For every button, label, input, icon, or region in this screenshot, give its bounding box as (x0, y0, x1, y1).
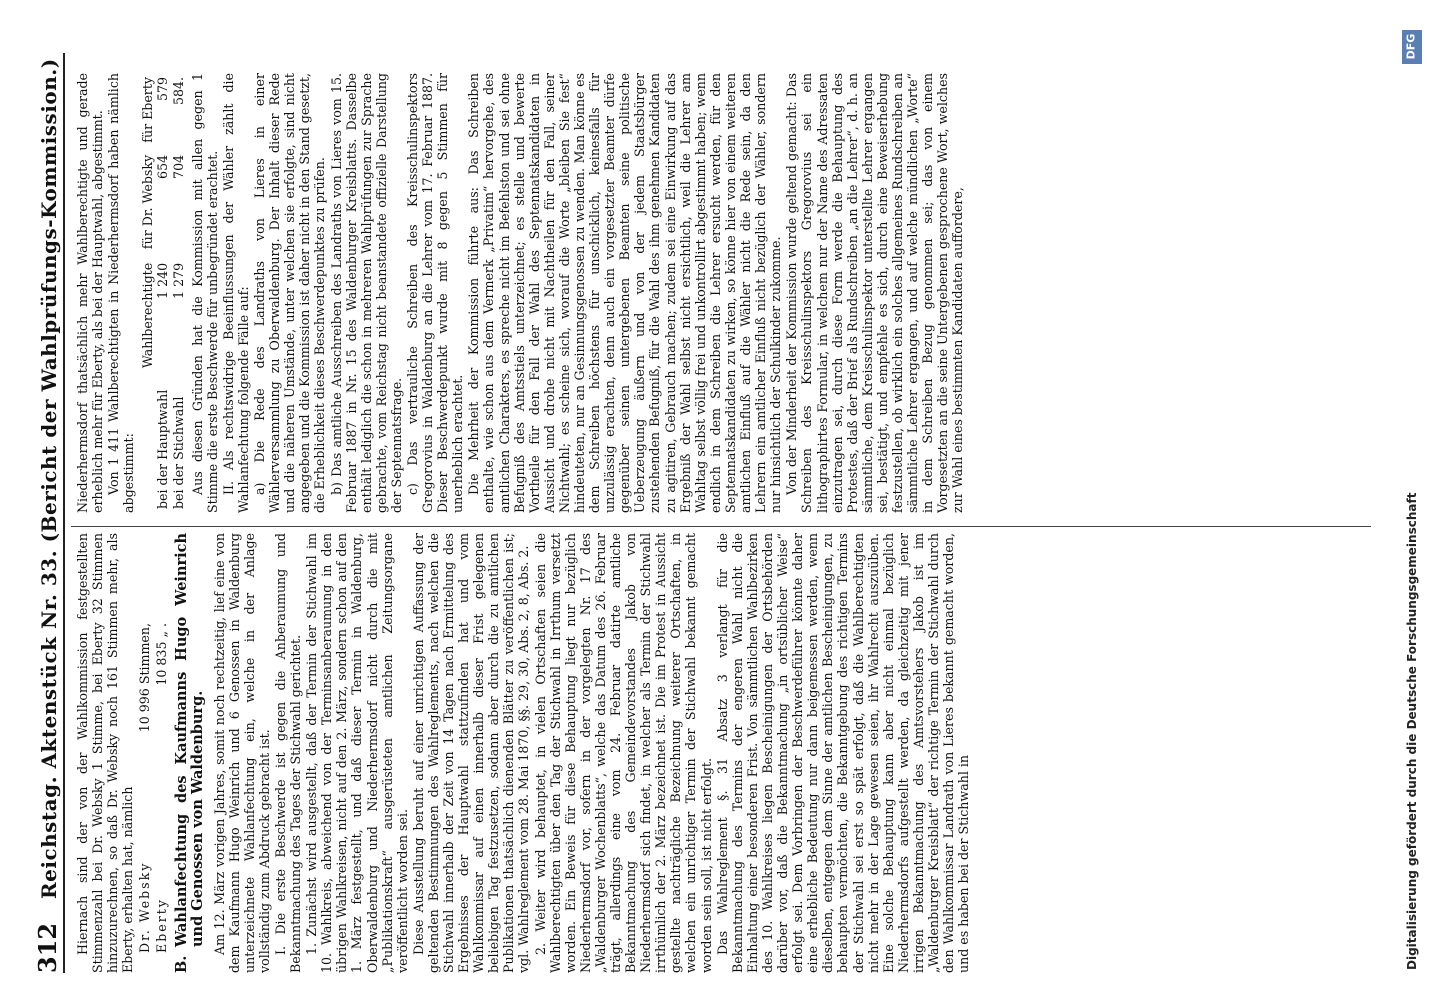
dfg-logo-text: DFG (1404, 33, 1418, 60)
table-header-row (140, 73, 155, 513)
candidate-name: Eberty (154, 898, 170, 953)
paragraph: 1. Zunächst wird ausgestellt, daß der Termin der Stichwahl im 10. Wahlkreis, abweichend von der Terminsanberaumung in den übrigen Wahlkreisen, nicht auf den 2. März, sondern schon auf den 1. März festgestellt, und daß dieser Termin in Waldenburg, Oberwaldenburg und Niederhermsdorf nicht durch die mit „Publikationskraft“ ausgerüsteten amtlichen Zeitungsorgane veröffentlicht worden sei. (304, 533, 410, 973)
paragraph: Am 12. März vorigen Jahres, somit noch rechtzeitig, lief eine von dem Kaufmann Hugo Weinrich und 6 Genossen in Waldenburg unterzeichnete Wahlanfechtung ein, welche in der Anlage vollständig zum Abdruck gebracht ist. (211, 533, 272, 973)
table-cell: 704 (170, 154, 186, 179)
paragraph: c) Das vertrauliche Schreiben des Kreisschulinspektors Gregorovius in Waldenburg an die Lehrer vom 17. Februar 1887. Dieser Beschwerdepunkt wurde mit 8 gegen 5 Stimmen für unerheblich erachtet. (404, 73, 466, 513)
table-cell: 1 279 (170, 262, 186, 299)
section-heading (174, 533, 206, 973)
digitization-credit: Digitalisierung gefördert durch die Deutsche Forschungsgemeinschaft (1405, 492, 1419, 970)
table-cell: bei der Hauptwahl (155, 389, 171, 509)
table-header-cell (140, 379, 155, 513)
paragraph: Von der Minderheit der Kommission wurde geltend gemacht: Das Schreiben des Kreisschulinspektors Gregorovius sei ein lithographirtes Formular, in welchem nur der Name des Adressaten einzutragen sei, durch diese Form werde die Behauptung des Protestes, daß der Brief als Rundschreiben „an die Lehrer“, d. h. an sämmtliche, dem Kreisschulinspektor unterstellte Lehrer ergangen sei, bestätigt, und empfehle es sich, durch eine Beweiserhebung festzustellen, ob wirklich ein solches allgemeines Rundschreiben an sämmtliche Lehrer ergangen, und auf welche mündlichen „Worte“ in dem Schreiben Bezug genommen sei; das von einem Vorgesetzten an die seine Untergebenen gesprochene Wort, welches zur Wahl eines bestimmten Kandidaten auffordere, (784, 73, 966, 513)
paragraph: b) Das amtliche Ausschreiben des Landraths von Lieres vom 15. Februar 1887 in Nr. 15 des Waldenburger Kreisblatts. Dasselbe enthält lediglich die schon in mehreren Wahlprüfungen zur Sprache gebrachte, vom Reichstag nicht beanstandete offizielle Darstellung der Septennatsfrage. (328, 73, 404, 513)
paragraph: Hiernach sind der von der Wahlkommission festgestellten Stimmenzahl bei Dr. Websky 1 Stimme, bei Eberty 32 Stimmen hinzuzurechnen, so daß Dr. Websky noch 161 Stimmen mehr, als Eberty, erhalten hat, nämlich (75, 533, 136, 973)
paragraph: Das Wahlreglement §. 31 Absatz 3 verlangt für die Bekanntmachung des Termins der engeren Wahl nicht die Einhaltung einer besonderen Frist. Von sämmtlichen Wahlbezirken des 10. Wahlkreises liegen Bescheinigungen der Ortsbehörden darüber vor, daß die Bekanntmachung „in ortsüblicher Weise“ erfolgt sei. Dem Vorbringen der Beschwerdeführer könnte daher eine erhebliche Bedeutung nur dann beigemessen werden, wenn dieselben, entgegen dem Sinne der amtlichen Bescheinigungen, zu behaupten vermöchten, die Bekanntgebung des richtigen Termins der Stichwahl sei erst so spät erfolgt, daß die Wahlberechtigten nicht mehr in der Lage gewesen seien, ihr Wahlrecht auszuüben. Eine solche Behauptung kann aber nicht einmal bezüglich Niederhermsdorfs aufgestellt werden, da gleichzeitig mit jener irrigen Bekanntmachung des Amtsvorstehers Jakob ist im „Waldenburger Kreisblatt“ der richtige Termin der Stichwahl durch den Wahlkommissar Landrath von Lieres bekannt gemacht worden, und es haben bei der Stichwahl in (714, 533, 972, 973)
dfg-credit-strip (1398, 30, 1426, 970)
paragraph: Diese Ausstellung beruht auf einer unrichtigen Auffassung der geltenden Bestimmungen des Wahlreglements, nach welchen die Stichwahl innerhalb der Zeit von 14 Tagen nach Ermittelung des Ergebnisses der Hauptwahl stattzufinden hat und vom Wahlkommissar auf einen innerhalb dieser Frist gelegenen beliebigen Tag festzusetzen, sodann aber durch die zu amtlichen Publikationen thatsächlich dienenden Blätter zu veröffentlichen ist; vgl. Wahlreglement vom 28. Mai 1870, §§. 29, 30, Abs. 2, 8, Abs. 2. (410, 533, 532, 973)
paragraph: Aus diesen Gründen hat die Kommission mit allen gegen 1 Stimme die erste Beschwerde für unbegründet erachtet. (189, 73, 220, 513)
vote-count: 10 835 „ . (154, 623, 170, 686)
left-column (75, 533, 1375, 973)
paragraph: Von 1 411 Wahlberechtigten in Niederhermsdorf haben nämlich abgestimmt: (106, 73, 137, 513)
page-number: 312 (33, 922, 62, 973)
table-cell: 579 (155, 77, 171, 102)
table-row (171, 73, 186, 513)
vote-table (140, 73, 185, 513)
section-title: Wahlanfechtung des Kaufmanns Hugo Weinrich und Genossen von Waldenburg. (172, 533, 206, 947)
table-cell: bei der Stichwahl (170, 396, 186, 509)
table-cell: 584. (170, 77, 186, 106)
paragraph: II. Als rechtswidrige Beeinflussungen der Wähler zählt die Wahlanfechtung folgende Fälle auf: (220, 73, 251, 513)
table-cell: 1 240 (155, 262, 171, 299)
table-header-cell: für Eberty (140, 77, 156, 143)
table-row (155, 73, 170, 513)
running-title: Reichstag. Aktenstück Nr. 33. (Bericht der Wahlprüfungs-Kommission.) (37, 58, 61, 899)
page-header (29, 53, 65, 973)
right-column (75, 73, 1375, 513)
table-header-cell: Wahlberechtigte (140, 262, 156, 369)
candidate-name: Dr. Websky (137, 861, 153, 953)
rotated-page-content (15, 25, 1395, 985)
vote-count: 10 996 Stimmen, (137, 623, 153, 733)
paragraph: I. Die erste Beschwerde ist gegen die Anberaumung und Bekanntmachung des Tages der Stichwahl gerichtet. (272, 533, 304, 973)
vote-line (154, 533, 169, 953)
section-label: B. (172, 955, 190, 973)
column-divider (71, 526, 1371, 527)
table-cell: 654 (155, 154, 171, 179)
paragraph: a) Die Rede des Landraths von Lieres in einer Wählerversammlung zu Oberwaldenburg. Der Inhalt dieser Rede und die näheren Umstände, unter welchen sie erfolgte, sind nicht angegeben und die Kommission ist daher nicht in den Stand gesetzt, die Erheblichkeit dieses Beschwerdepunktes zu prüfen. (252, 73, 328, 513)
vote-line (137, 533, 152, 953)
paragraph: Die Mehrheit der Kommission führte aus: Das Schreiben enthalte, wie schon aus dem Vermerk „Privatim“ hervorgehe, des amtlichen Charakters, es spreche nicht im Befehlston und sei ohne Befugniß des Amtsstiels unterzeichnet; es stelle und bewerte Vortheile für den Fall der Wahl des Septennatskandidaten in Aussicht und drohe nicht mit Nachtheilen für den Fall, seiner Nichtwahl; es scheine sich, worauf die Worte „bleiben Sie fest“ hindeuteten, nur an Gesinnungsgenossen zu wenden. Man könne es dem Schreiben höchstens für unschicklich, keinesfalls für unzulässig erachten, denn auch ein vorgesetzter Beamter dürfe gegenüber seinen untergebenen Beamten seine politische Ueberzeugung äußern und von der jedem Staatsbürger zustehenden Befugniß, für die Wahl des ihm genehmen Kandidaten zu agitiren, Gebrauch machen; zudem sei eine Einwirkung auf das Ergebniß der Wahl selbst nicht ersichtlich, weil die Lehrer am Wahltag selbst völlig frei und unkontrollirt abgestimmt haben; wenn endlich in dem Schreiben die Lehrer ersucht werden, für den Septennatskandidaten zu wirken, so könne hier von einem weiteren amtlichen Einfluß auf die Wähler nicht die Rede sein, da den Lehrern ein amtlicher Einfluß nicht bezüglich der Wähler, sondern nur hinsichtlich der Schulkinder zukomme. (466, 73, 784, 513)
paragraph: Niederhermsdorf thatsächlich mehr Wahlberechtigte und gerade erheblich mehr für Eberty, als bei der Hauptwahl, abgestimmt. (75, 73, 106, 513)
table-header-cell: für Dr. Websky (140, 154, 156, 250)
paragraph: 2. Weiter wird behauptet, in vielen Ortschaften seien die Wahlberechtigten über den Tag der Stichwahl in Irrthum versetzt worden. Ein Beweis für diese Behauptung liegt nur bezüglich Niederhermsdorf vor, sofern in der vorgelegten Nr. 17 des „Waldenburger Wochenblatts“, welche das Datum des 26. Februar trägt, allerdings eine vom 24. Februar datirte amtliche Bekanntmachung des Gemeindevorstandes Jakob von Niederhermsdorf sich findet, in welcher als Termin der Stichwahl irrthümlich der 2. März bezeichnet ist. Die im Protest in Aussicht gestellte nachträgliche Bezeichnung weiterer Ortschaften, in welchen ein unrichtiger Termin der Stichwahl bekannt gemacht worden sein soll, ist nicht erfolgt. (532, 533, 714, 973)
